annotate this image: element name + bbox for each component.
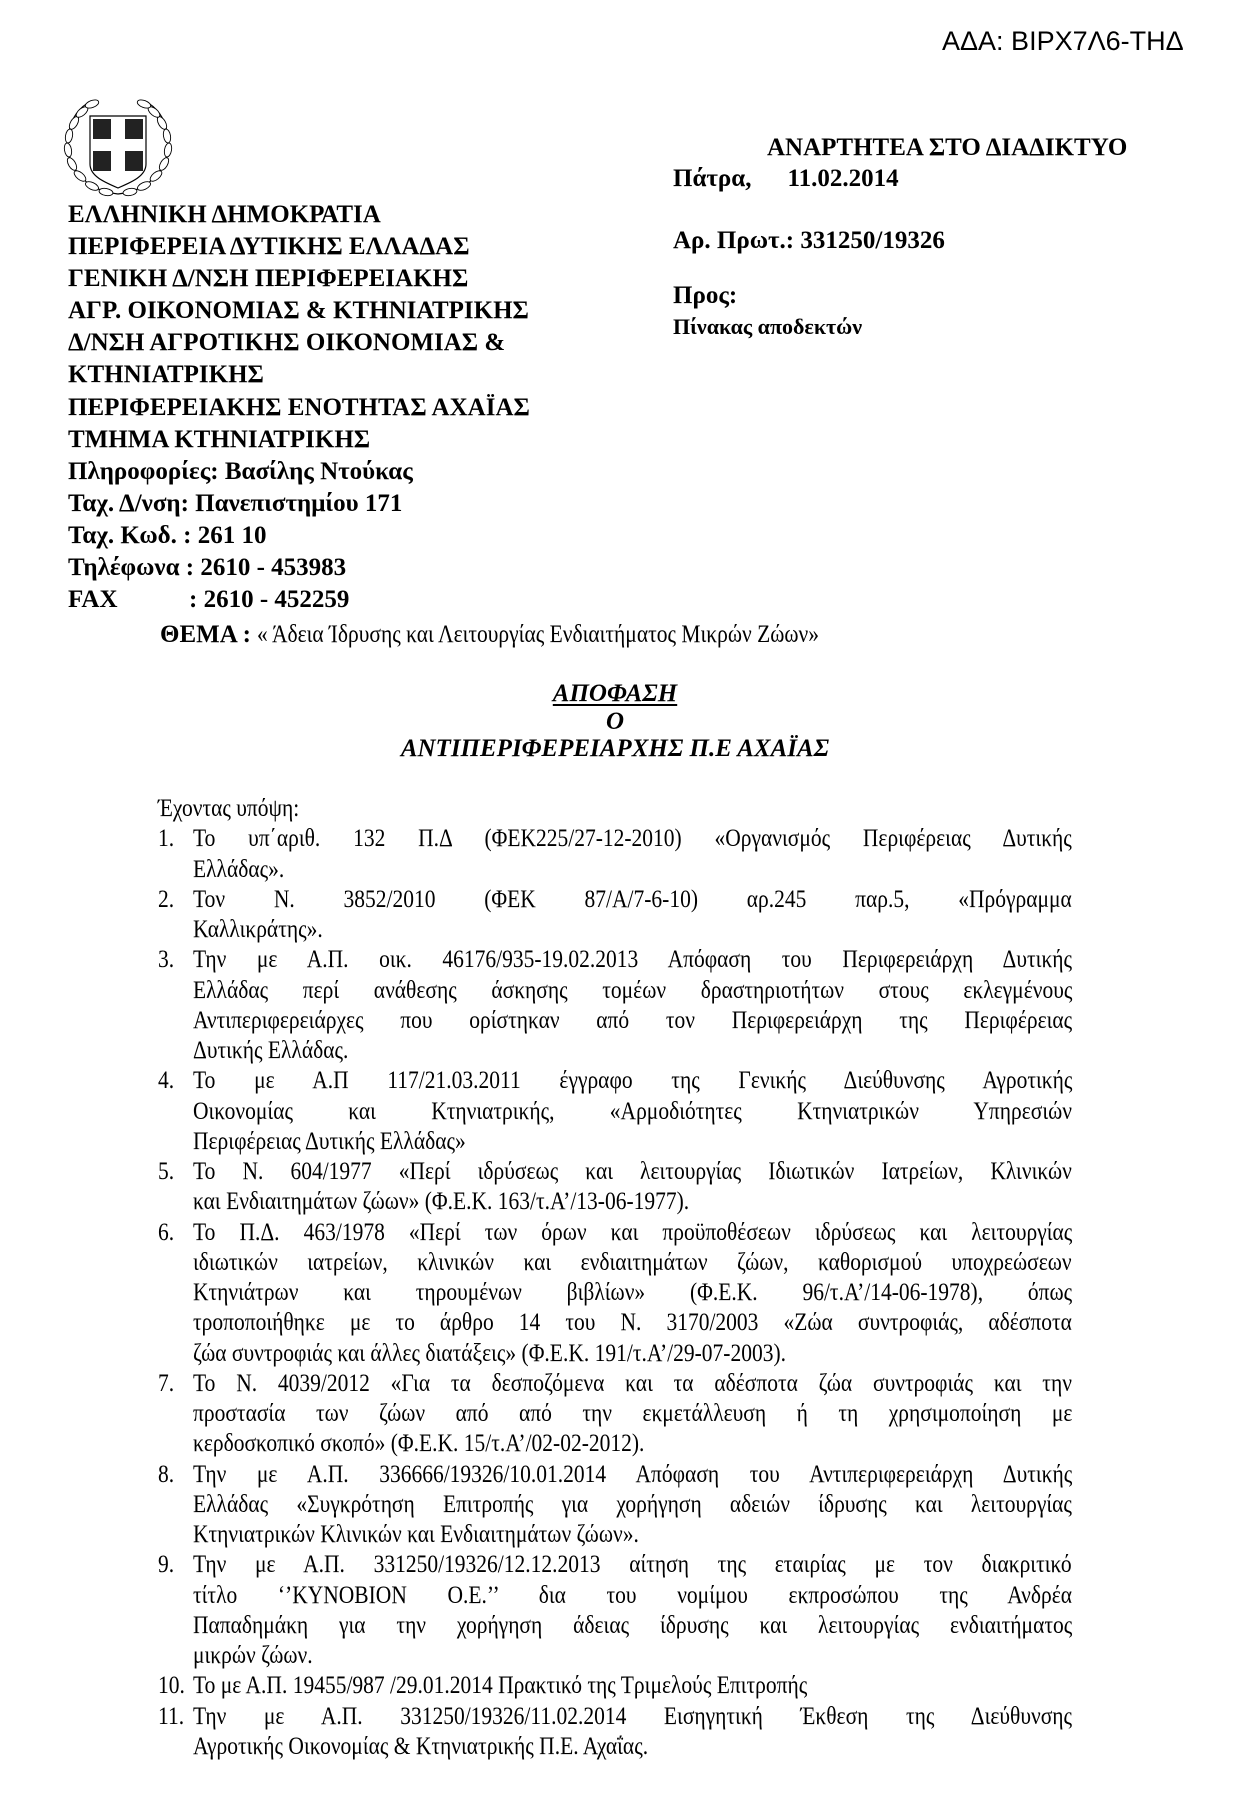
sender-line: ΠΕΡΙΦΕΡΕΙΑ ΔΥΤΙΚΗΣ ΕΛΛΑΔΑΣ (68, 233, 470, 261)
consideration-item (158, 824, 1072, 885)
item-text-line: Το Ν. 604/1977 «Περί ιδρύσεως και λειτουργίας Ιδιωτικών Ιατρείων, Κλινικών (193, 1158, 1072, 1185)
greek-coat-of-arms-emblem (62, 98, 174, 198)
sender-line: ΤΜΗΜΑ ΚΤΗΝΙΑΤΡΙΚΗΣ (68, 425, 371, 453)
consideration-item (158, 885, 1072, 946)
sender-fax (68, 584, 648, 616)
sender-block (68, 199, 648, 616)
item-number: 7. (158, 1369, 175, 1397)
item-text-line: Παπαδημάκη για την χορήγηση άδειας ίδρυσης και λειτουργίας ενδιαιτήματος (193, 1611, 1073, 1639)
item-text-line: Την με Α.Π. 331250/19326/11.02.2014 Εισηγητική Έκθεση της Διεύθυνσης (193, 1702, 1073, 1730)
decision-authority: ΑΝΤΙΠΕΡΙΦΕΡΕΙΑΡΧΗΣ Π.Ε ΑΧΑΪΑΣ (400, 735, 830, 762)
item-text-line: κερδοσκοπικό σκοπό» (Φ.Ε.Κ. 15/τ.Α’/02-02-2012). (193, 1430, 645, 1458)
item-text-line: και Ενδιαιτημάτων ζώων» (Φ.Ε.Κ. 163/τ.Α’/13-06-1977). (193, 1188, 690, 1216)
item-text-line: Καλλικράτης». (193, 916, 323, 943)
item-text-line: Το Ν. 4039/2012 «Για τα δεσποζόμενα και τα αδέσποτα ζώα συντροφιάς και την (193, 1369, 1072, 1397)
sender-line: ΑΓΡ. ΟΙΚΟΝΟΜΙΑΣ & ΚΤΗΝΙΑΤΡΙΚΗΣ (68, 297, 529, 325)
item-text-line: Αντιπεριφερειάρχες που ορίστηκαν από τον Περιφερειάρχη της Περιφέρειας (193, 1006, 1073, 1034)
consideration-item (158, 1671, 1072, 1701)
item-number: 3. (158, 946, 175, 974)
sender-line: ΕΛΛΗΝΙΚΗ ΔΗΜΟΚΡΑΤΙΑ (68, 201, 381, 228)
item-text-line: τίτλο ‘’ΚΥΝΟΒΙΟΝ Ο.Ε.’’ δια του νομίμου εκπροσώπου της Ανδρέα (193, 1581, 1073, 1609)
recipient-label: Προς: (673, 282, 738, 309)
sender-phone: Τηλέφωνα : 2610 - 453983 (68, 554, 347, 582)
subject-label: ΘΕΜΑ : (160, 621, 251, 648)
item-text-line: Τον Ν. 3852/2010 (ΦΕΚ 87/Α/7-6-10) αρ.245 παρ.5, «Πρόγραμμα (193, 885, 1072, 913)
item-text-line: Την με Α.Π. οικ. 46176/935-19.02.2013 Απόφαση του Περιφερειάρχη Δυτικής (193, 946, 1073, 974)
fax-value: : 2610 - 452259 (189, 586, 350, 614)
place: Πάτρα, (673, 165, 752, 192)
sender-postcode: Ταχ. Κωδ. : 261 10 (68, 521, 267, 549)
item-text-line: Ελλάδας». (193, 855, 285, 883)
item-text-line: ζώα συντροφιάς και άλλες διατάξεις» (Φ.Ε.Κ. 191/τ.Α’/29-07-2003). (193, 1339, 786, 1367)
item-text-line: Το Π.Δ. 463/1978 «Περί των όρων και προϋποθέσεων ιδρύσεως και λειτουργίας (193, 1218, 1073, 1246)
considerations-list (158, 824, 1072, 1762)
sender-line: ΚΤΗΝΙΑΤΡΙΚΗΣ (68, 361, 264, 389)
item-text-line: Κτηνιατρικών Κλινικών και Ενδιαιτημάτων ζώων». (193, 1521, 639, 1548)
item-number: 5. (158, 1158, 175, 1185)
consideration-item (158, 1702, 1072, 1763)
fax-label: FAX (68, 586, 118, 614)
item-text-line: ιδιωτικών ιατρείων, κλινικών και ενδιαιτημάτων ζώων, καθορισμού υποχρεώσεων (193, 1248, 1072, 1276)
sender-info: Πληροφορίες: Βασίλης Ντούκας (68, 457, 413, 485)
consideration-item (158, 1550, 1072, 1671)
subject-line (160, 621, 911, 649)
considerations-intro: Έχοντας υπόψη: (158, 795, 300, 822)
consideration-item (158, 1066, 1072, 1157)
item-number: 11. (158, 1702, 185, 1730)
item-text-line: μικρών ζώων. (193, 1642, 313, 1669)
posting-notice: ΑΝΑΡΤΗΤΕΑ ΣΤΟ ΔΙΑΔΙΚΤΥΟ (767, 134, 1128, 161)
item-text-line: Το με Α.Π 117/21.03.2011 έγγραφο της Γενικής Διεύθυνσης Αγροτικής (193, 1067, 1073, 1095)
consideration-item (158, 1218, 1072, 1369)
ada-code: ΑΔΑ: ΒΙΡΧ7Λ6-ΤΗΔ (942, 26, 1184, 56)
item-text-line: Δυτικής Ελλάδας. (193, 1037, 349, 1064)
item-text-line: Αγροτικής Οικονομίας & Κτηνιατρικής Π.Ε. Αχαΐας. (193, 1732, 649, 1760)
item-number: 9. (158, 1551, 175, 1579)
decision-title: ΑΠΟΦΑΣΗ (552, 680, 678, 707)
item-number: 4. (158, 1067, 175, 1095)
item-text-line: Ελλάδας «Συγκρότηση Επιτροπής για χορήγηση αδειών ίδρυσης και λειτουργίας (193, 1490, 1072, 1518)
item-text-line: Κτηνιάτρων και τηρουμένων βιβλίων» (Φ.Ε.Κ. 96/τ.Α’/14-06-1978), όπως (193, 1279, 1073, 1306)
item-text-line: Οικονομίας και Κτηνιατρικής, «Αρμοδιότητες Κτηνιατρικών Υπηρεσιών (193, 1097, 1073, 1125)
item-text-line: Το με Α.Π. 19455/987 /29.01.2014 Πρακτικό της Τριμελούς Επιτροπής (193, 1672, 808, 1700)
decision-article: Ο (605, 707, 625, 735)
consideration-item (158, 1157, 1072, 1218)
sender-address: Ταχ. Δ/νση: Πανεπιστημίου 171 (68, 489, 403, 517)
consideration-item (158, 1460, 1072, 1551)
item-text-line: Την με Α.Π. 336666/19326/10.01.2014 Απόφαση του Αντιπεριφερειάρχη Δυτικής (193, 1460, 1073, 1488)
item-number: 10. (158, 1672, 185, 1700)
item-text-line: Το υπ΄αριθ. 132 Π.Δ (ΦΕΚ225/27-12-2010) «Οργανισμός Περιφέρειας Δυτικής (193, 825, 1072, 853)
item-text-line: Περιφέρειας Δυτικής Ελλάδας» (193, 1127, 466, 1155)
sender-line: ΓΕΝΙΚΗ Δ/ΝΣΗ ΠΕΡΙΦΕΡΕΙΑΚΗΣ (68, 265, 469, 293)
consideration-item (158, 1369, 1072, 1460)
item-number: 6. (158, 1218, 175, 1246)
item-number: 2. (158, 885, 175, 913)
item-text-line: Ελλάδας περί ανάθεσης άσκησης τομέων δραστηριοτήτων στους εκλεγμένους (193, 976, 1073, 1004)
item-number: 8. (158, 1460, 175, 1488)
item-text-line: Την με Α.Π. 331250/19326/12.12.2013 αίτηση της εταιρίας με τον διακριτικό (193, 1551, 1072, 1579)
item-text-line: προστασία των ζώων από από την εκμετάλλευση ή τη χρησιμοποίηση με (193, 1400, 1073, 1427)
sender-line: ΠΕΡΙΦΕΡΕΙΑΚΗΣ ΕΝΟΤΗΤΑΣ ΑΧΑΪΑΣ (68, 393, 530, 421)
considerations (158, 794, 1072, 1762)
item-number: 1. (158, 825, 175, 853)
protocol-number: Αρ. Πρωτ.: 331250/19326 (673, 227, 945, 254)
subject-text: « Άδεια Ίδρυσης και Λειτουργίας Ενδιαιτήματος Μικρών Ζώων» (257, 621, 820, 648)
place-date (673, 165, 1193, 193)
consideration-item (158, 945, 1072, 1066)
recipient-value: Πίνακας αποδεκτών (673, 314, 863, 339)
sender-line: Δ/ΝΣΗ ΑΓΡΟΤΙΚΗΣ ΟΙΚΟΝΟΜΙΑΣ & (68, 329, 506, 357)
document-date: 11.02.2014 (787, 165, 899, 192)
item-text-line: τροποποιήθηκε με το άρθρο 14 του Ν. 3170/2003 «Ζώα συντροφιάς, αδέσποτα (193, 1309, 1072, 1337)
decision-heading (300, 680, 930, 763)
